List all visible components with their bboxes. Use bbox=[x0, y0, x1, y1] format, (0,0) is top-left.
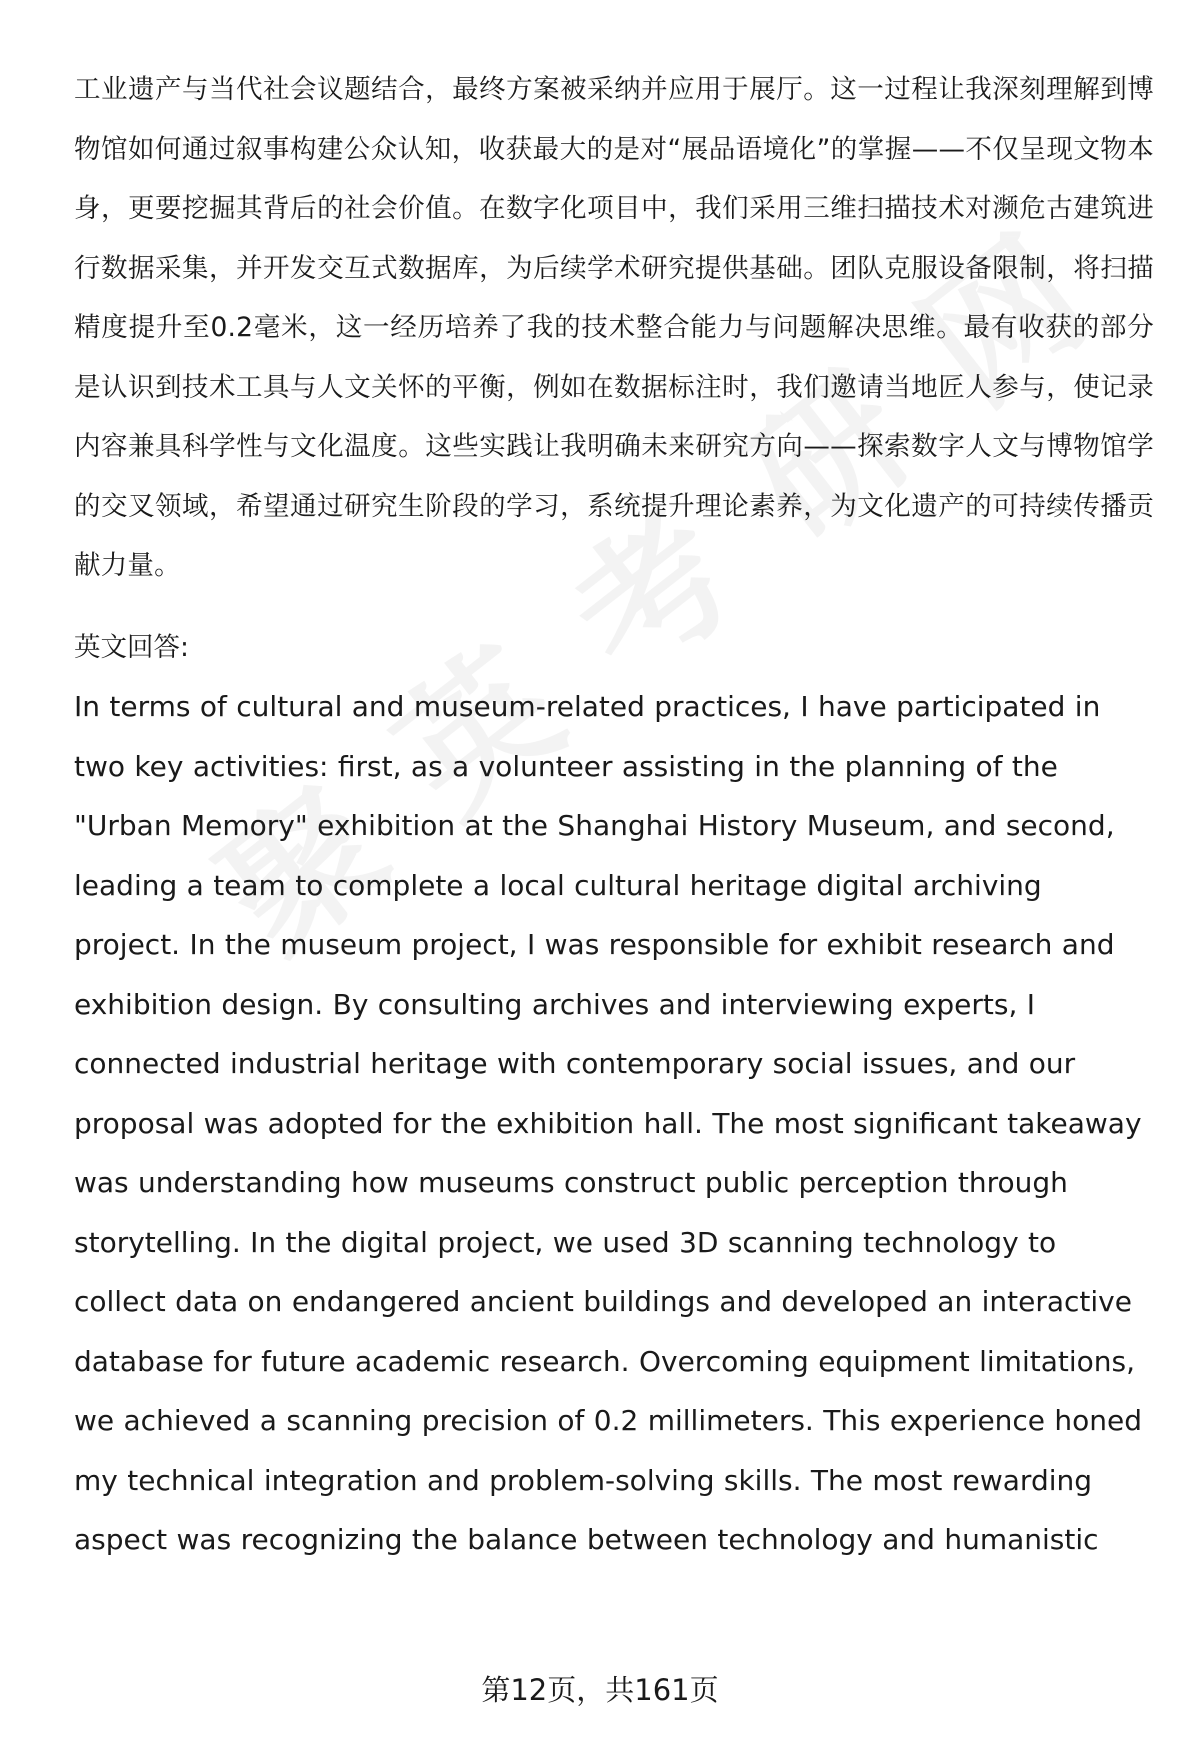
english-line: two key activities: first, as a volunteer assisting in the planning of the bbox=[74, 749, 1058, 783]
english-line: we achieved a scanning precision of 0.2 millimeters. This experience honed bbox=[74, 1404, 1143, 1437]
english-line: my technical integration and problem-solving skills. The most rewarding bbox=[74, 1463, 1093, 1497]
page-content bbox=[74, 60, 1154, 1570]
chinese-answer-paragraph: 工业遗产与当代社会议题结合，最终方案被采纳并应用于展厅。这一过程让我深刻理解到博物馆如何通过叙事构建公众认知，收获最大的是对“展品语境化”的掌握——不仅呈现文物本身，更要挖掘其背后的社会价值。在数字化项目中，我们采用三维扫描技术对濒危古建筑进行数据采集，并开发交互式数据库，为后续学术研究提供基础。团队克服设备限制，将扫描精度提升至0.2毫米，这一经历培养了我的技术整合能力与问题解决思维。最有收获的部分是认识到技术工具与人文关怀的平衡，例如在数据标注时，我们邀请当地匠人参与，使记录内容兼具科学性与文化温度。这些实践让我明确未来研究方向——探索数字人文与博物馆学的交叉领域，希望通过研究生阶段的学习，系统提升理论素养，为文化遗产的可持续传播贡献力量。 bbox=[74, 74, 1154, 581]
english-line: leading a team to complete a local cultural heritage digital archiving bbox=[74, 868, 1042, 902]
english-line: storytelling. In the digital project, we used 3D scanning technology to bbox=[74, 1225, 1057, 1259]
english-answer-label: 英文回答: bbox=[74, 631, 189, 663]
english-line: project. In the museum project, I was responsible for exhibit research and bbox=[74, 928, 1115, 961]
english-line: In terms of cultural and museum-related practices, I have participated in bbox=[74, 690, 1101, 723]
english-line: connected industrial heritage with contemporary social issues, and our bbox=[74, 1047, 1076, 1080]
english-line: proposal was adopted for the exhibition hall. The most significant takeaway bbox=[74, 1106, 1142, 1140]
english-line: collect data on endangered ancient buildings and developed an interactive bbox=[74, 1285, 1132, 1318]
english-line: was understanding how museums construct public perception through bbox=[74, 1166, 1068, 1199]
english-line: database for future academic research. Overcoming equipment limitations, bbox=[74, 1344, 1135, 1378]
page-number-footer: 第12页，共161页 bbox=[481, 1673, 719, 1707]
english-answer-paragraph bbox=[74, 677, 1154, 1570]
english-line: aspect was recognizing the balance between technology and humanistic bbox=[74, 1523, 1099, 1556]
english-line: "Urban Memory" exhibition at the Shanghai History Museum, and second, bbox=[74, 809, 1115, 842]
english-line: exhibition design. By consulting archives and interviewing experts, I bbox=[74, 987, 1036, 1021]
